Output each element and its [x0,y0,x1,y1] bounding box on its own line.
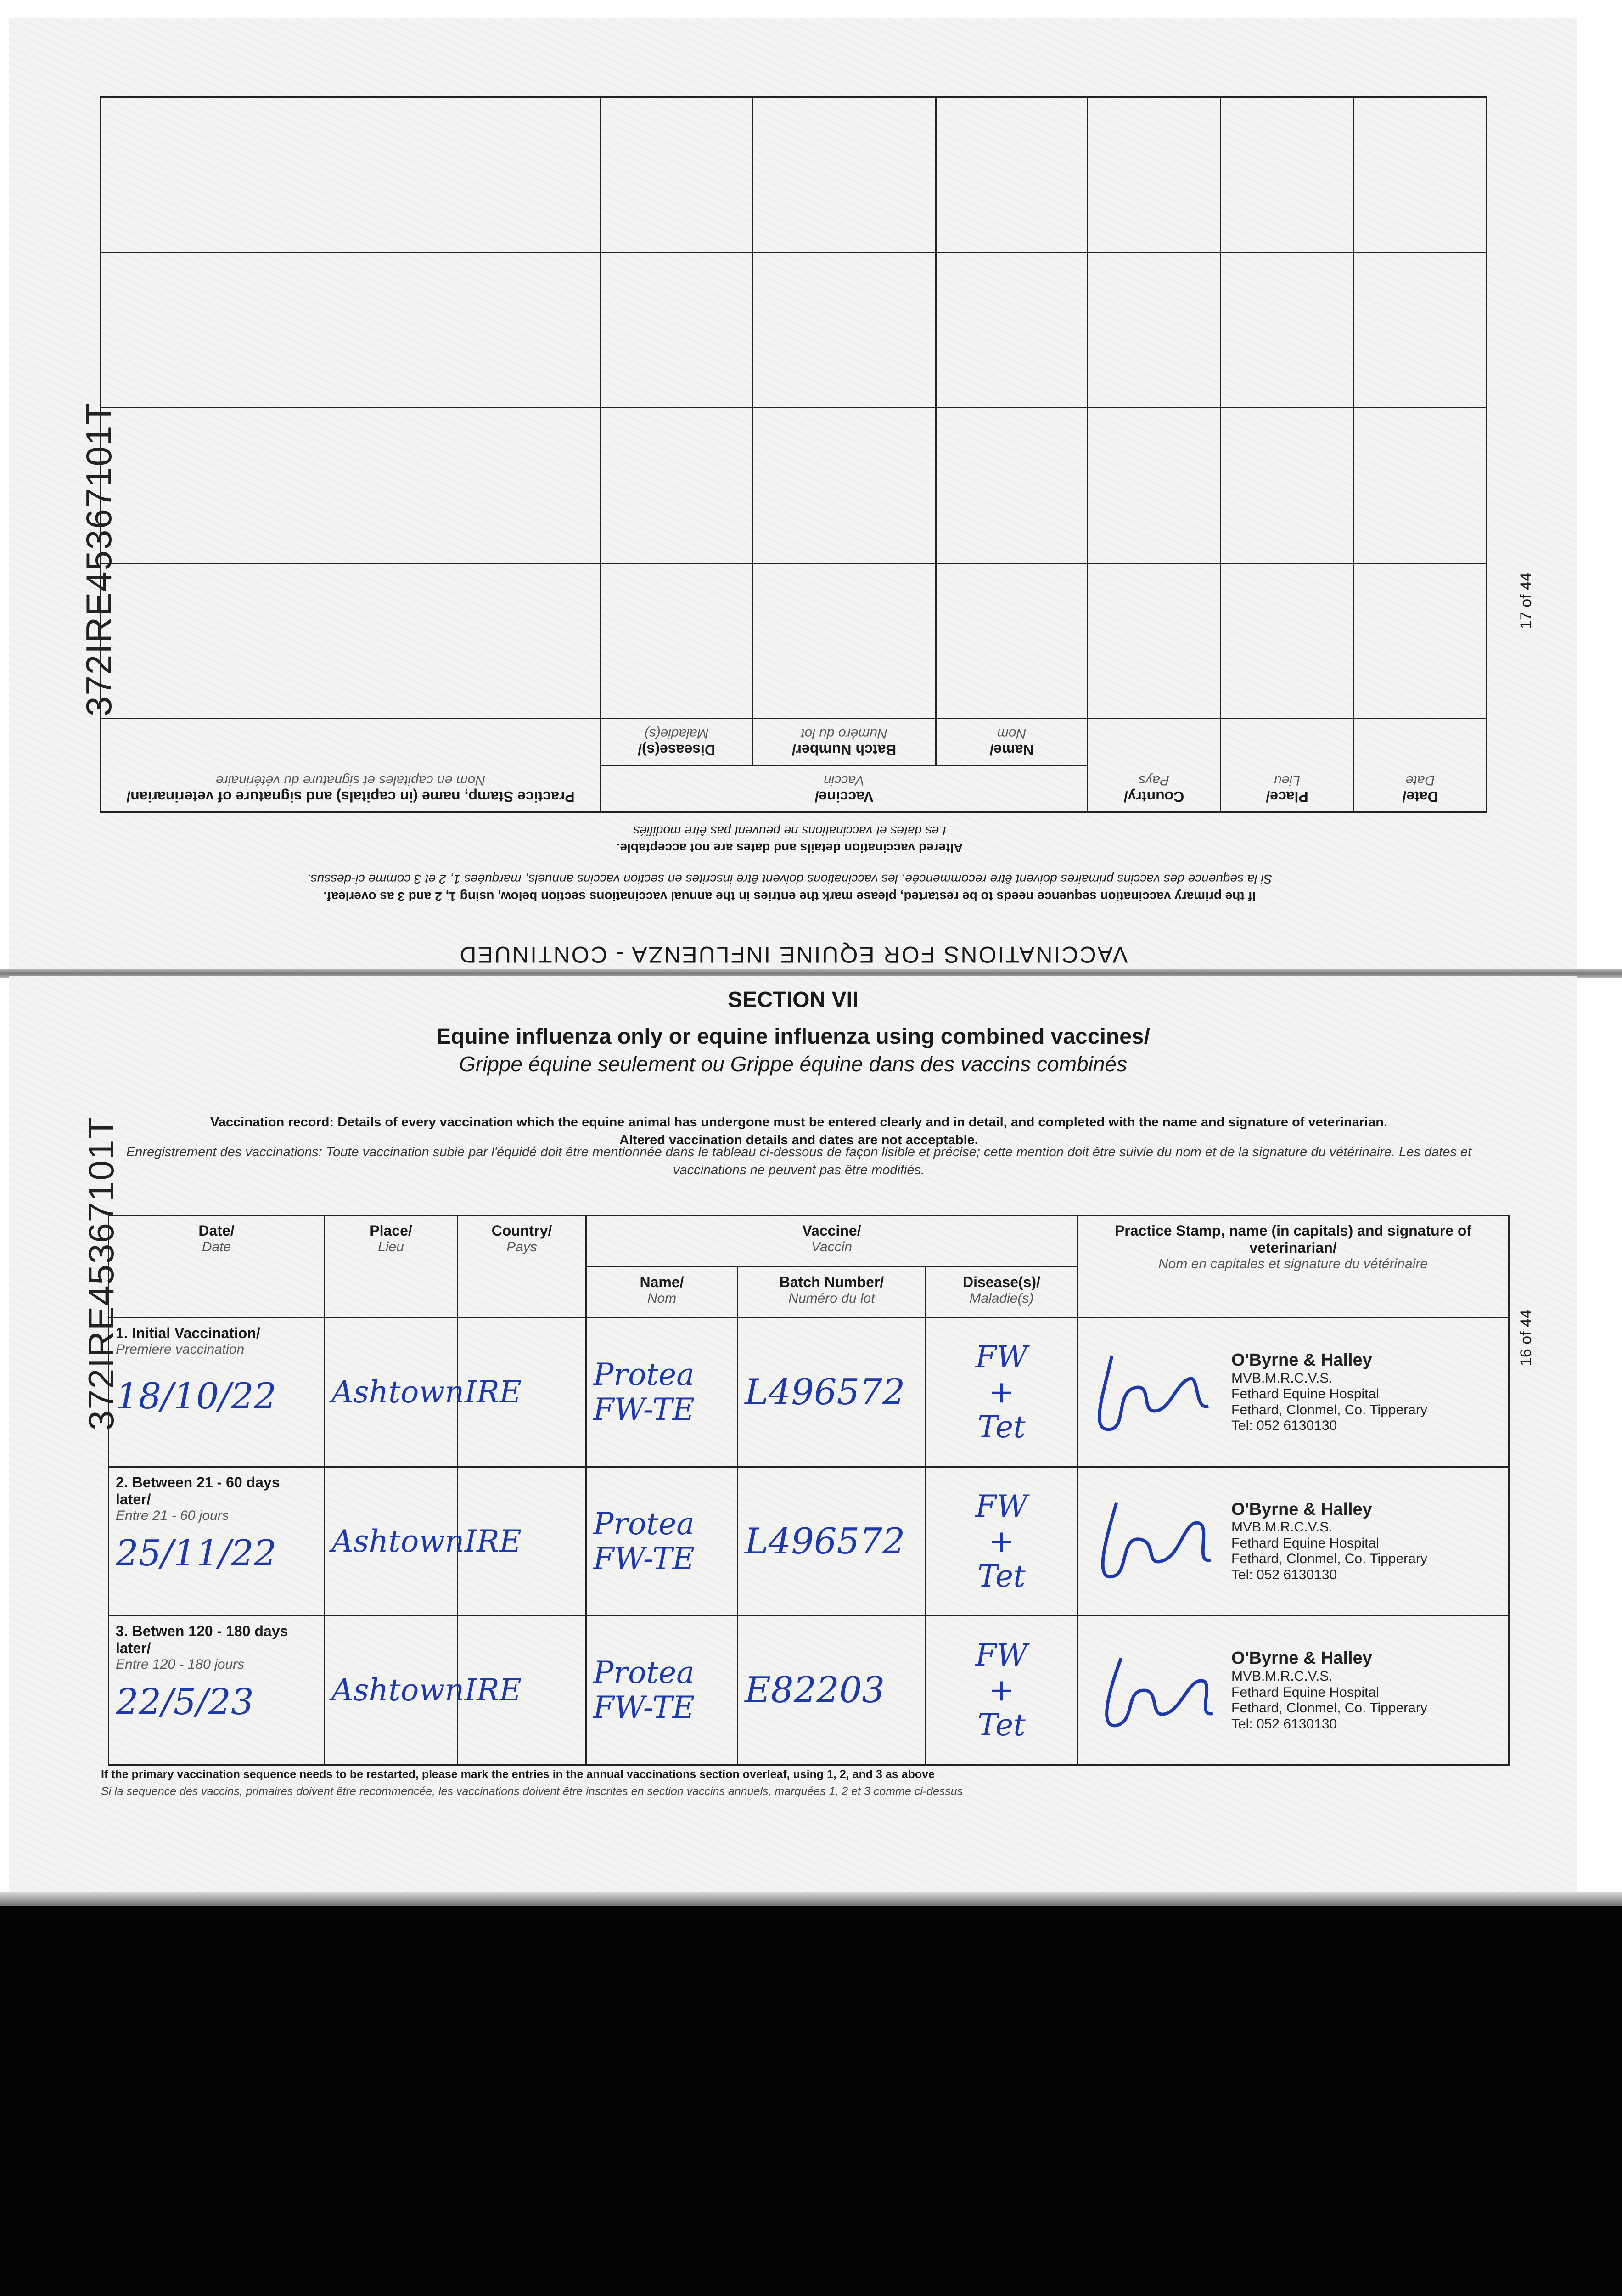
upper-header-banner: VACCINATIONS FOR EQUINE INFLUENZA - CONTINUED [458,942,1128,968]
upper-header-stamp: Practice Stamp, name (in capitals) and signature of veterinarian/ Nom en capitales et signature du vétérinaire [101,719,601,812]
header-date: Date/ Date [109,1216,325,1318]
row-vaccine-name-cell[interactable]: Protea FW-TE [586,1318,738,1467]
upper-header-name: Name/ Nom [936,719,1088,765]
header-diseases: Disease(s)/ Maladie(s) [926,1266,1078,1318]
upper-header-place: Place/ Lieu [1221,719,1354,812]
row-place-cell[interactable]: Ashtown [325,1318,458,1467]
header-vaccine: Vaccine/ Vaccin [586,1216,1078,1267]
horse-id-upper: 372IRE45367101T [79,402,119,716]
header-country: Country/ Pays [458,1216,586,1318]
svg-text:Joeb: Joeb [1153,1736,1155,1737]
row-vaccine-name-cell[interactable]: Protea FW-TE [586,1467,738,1616]
upper-header-disease: Disease(s)/ Maladie(s) [601,719,752,765]
vaccination-date: 18/10/22 [116,1376,277,1418]
primary-vaccination-table [108,1215,1510,1766]
scan-background [0,1906,1622,2296]
svg-text:JoeB: JoeB [1153,1587,1155,1588]
horse-id-lower: 372IRE45367101T [81,1116,121,1430]
header-batch-number: Batch Number/ Numéro du lot [738,1266,926,1318]
section-title-en: Equine influenza only or equine influenza using combined vaccines/ [436,1024,1150,1049]
practice-stamp: O'Byrne & Halley MVB.M.R.C.V.S. Fethard Equine Hospital Fethard, Clonmel, Co. Tipperary Tel: 052 6130130 [1231,1649,1427,1732]
upper-passport-page [9,18,1577,971]
practice-stamp: O'Byrne & Halley MVB.M.R.C.V.S. Fethard Equine Hospital Fethard, Clonmel, Co. Tipperary Tel: 052 6130130 [1231,1499,1427,1582]
intro-text-fr: Enregistrement des vaccinations: Toute vaccination subie par l'équidé doit être mentionnée dans le tableau ci-dessous de façon lisible et précise; cette mention doit être suivie du nom et de la signature du vétérinaire. Les dates et vaccinations ne peuvent pas être modifiés. [126,1145,1472,1178]
practice-stamp: O'Byrne & Halley MVB.M.R.C.V.S. Fethard Equine Hospital Fethard, Clonmel, Co. Tipperary Tel: 052 6130130 [1231,1351,1427,1434]
row-country-cell[interactable]: IRE [458,1318,586,1467]
upper-empty-row[interactable] [101,253,1487,408]
row-stamp-cell[interactable] [1078,1616,1509,1765]
vet-signature-icon [1084,1342,1218,1443]
row-place-cell[interactable]: Ashtown [325,1616,458,1765]
vaccination-date: 22/5/23 [116,1682,254,1723]
row-date-cell[interactable]: 1. Initial Vaccination/ Premiere vaccination 18/10/22 [109,1318,325,1467]
footer-note-fr: Si la sequence des vaccins, primaires doivent être recommencée, les vaccinations doivent être inscrites en section vaccins annuels, marquées 1, 2 et 3 comme ci-dessus [101,1785,963,1798]
header-place: Place/ Lieu [325,1216,458,1318]
row-batch-cell[interactable]: L496572 [738,1467,926,1616]
section-heading: SECTION VII [727,988,859,1012]
upper-empty-row[interactable] [101,408,1487,563]
upper-notes: If the primary vaccination sequence needs to be restarted, please mark the entries in the annual vaccinations section below, using 1, 2 and 3 as overleaf. Si la sequence des vaccins primaires doivent être recommencée, les vaccinations doivent être inscrites en section vaccins annuels, marquées 1, 2 et 3 comme ci-dessus. Altered vaccination details and dates are not acceptable. Les dates et vaccinations ne peuvent pas être modifiés [307,823,1273,904]
vaccination-row[interactable] [109,1467,1509,1616]
upper-header-date: Date/ Date [1354,719,1487,812]
row-disease-cell[interactable]: FW + Tet [926,1318,1078,1467]
row-place-cell[interactable]: Ashtown [325,1467,458,1616]
section-title-fr: Grippe équine seulement ou Grippe équine dans des vaccins combinés [459,1052,1127,1076]
upper-vaccination-grid [101,96,1487,813]
header-practice-stamp: Practice Stamp, name (in capitals) and signature of veterinarian/ Nom en capitales et signature du vétérinaire [1078,1216,1509,1318]
upper-header-batch: Batch Number/ Numéro du lot [752,719,936,765]
row-batch-cell[interactable]: E82203 [738,1616,926,1765]
row-batch-cell[interactable]: L496572 [738,1318,926,1467]
row-stamp-cell[interactable] [1078,1467,1509,1616]
vaccination-row[interactable] [109,1318,1509,1467]
row-date-cell[interactable]: 3. Betwen 120 - 180 days later/ Entre 120 - 180 jours 22/5/23 [109,1616,325,1765]
row-country-cell[interactable]: IRE [458,1467,586,1616]
vaccination-date: 25/11/22 [116,1532,277,1574]
vet-signature-icon [1084,1640,1218,1741]
header-vaccine-name: Name/ Nom [586,1266,738,1318]
upper-header-country: Country/ Pays [1088,719,1221,812]
vet-signature-icon [1084,1491,1218,1592]
upper-header-vaccine: Vaccine/ Vaccin [601,765,1088,812]
row-disease-cell[interactable]: FW + Tet [926,1467,1078,1616]
footer-note-en: If the primary vaccination sequence needs to be restarted, please mark the entries in the annual vaccinations section overleaf, using 1, 2, and 3 as above [101,1768,935,1781]
intro-text-en: Vaccination record: Details of every vaccination which the equine animal has undergone must be entered clearly and in detail, and completed with the name and signature of veterinarian. Altered vaccination details and dates are not acceptable. [210,1115,1387,1148]
row-stamp-cell[interactable] [1078,1318,1509,1467]
row-country-cell[interactable]: IRE [458,1616,586,1765]
row-date-cell[interactable]: 2. Between 21 - 60 days later/ Entre 21 - 60 jours 25/11/22 [109,1467,325,1616]
page-number-lower: 16 of 44 [1517,1310,1535,1366]
upper-empty-row[interactable] [101,563,1487,718]
row-vaccine-name-cell[interactable]: Protea FW-TE [586,1616,738,1765]
svg-text:Joeb: Joeb [1153,1438,1155,1439]
upper-empty-row[interactable] [101,97,1487,253]
row-disease-cell[interactable]: FW + Tet [926,1616,1078,1765]
lower-passport-page [9,976,1577,1901]
page-number-upper: 17 of 44 [1517,573,1535,629]
vaccination-row[interactable] [109,1616,1509,1765]
